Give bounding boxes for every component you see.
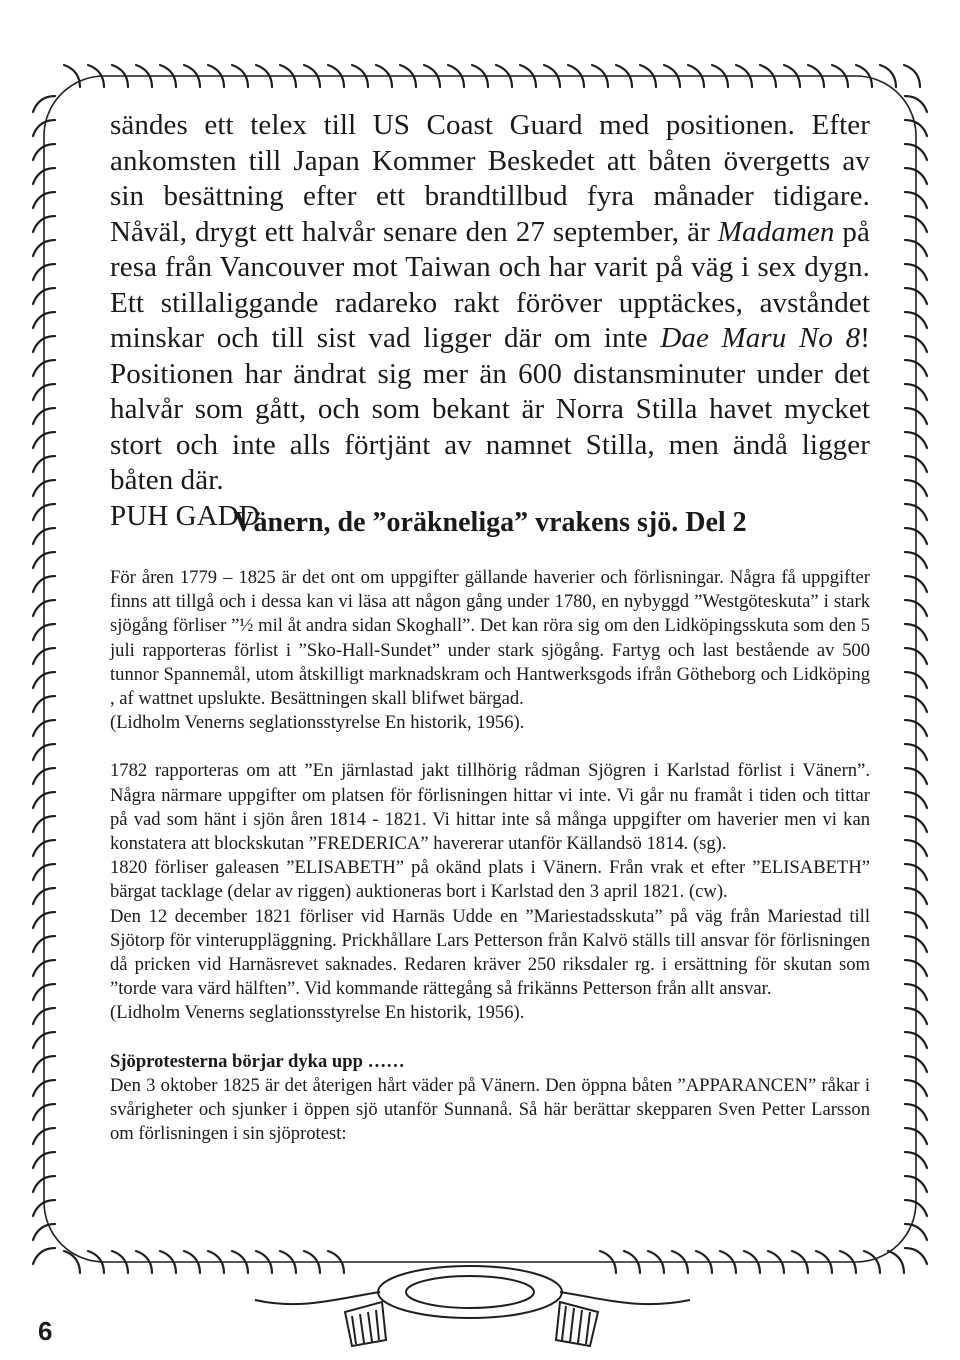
subheading-sjoprotester: Sjöprotesterna börjar dyka upp …… (110, 1050, 405, 1072)
rope-link-left (33, 96, 55, 112)
rope-link-top (64, 65, 80, 87)
paragraph-1825: Den 3 oktober 1825 är det återigen hårt väder på Vänern. Den öppna båten ”APPARANCEN” råkar i svårigheter och sjunker i öppen sjö utanför Sunnanå. Så här berättar skepparen Sven Petter Larsson om förlisningen i sin sjöprotest: (110, 1074, 870, 1145)
rope-link-right (905, 1248, 927, 1264)
ship-name: Madamen (717, 215, 835, 248)
rope-link-top (904, 65, 920, 87)
article-middle: på resa från Vancouver mot Taiwan och har varit på väg i sex dygn. Ett stillaliggande radareko rakt föröver upptäckes, avståndet minskar och till sist vad ligger där om inte (110, 215, 870, 354)
paragraph-1820: 1820 förliser galeasen ”ELISABETH” på okänd plats i Vänern. Från vrak et efter ”ELISABETH” bärgat tacklage (delar av riggen) auktioneras bort i Karlstad den 3 april 1821. (cw). (110, 857, 870, 903)
rope-tassel-right-icon (556, 1302, 598, 1346)
article-body (110, 108, 870, 499)
rope-link-left (33, 1248, 55, 1264)
paragraph-1782: 1782 rapporteras om att ”En järnlastad jakt tillhörig rådman Sjögren i Karlstad förlist i Vänern”. Några närmare uppgifter om platsen för förlisningen hittar vi inte. Vi går nu framåt i tiden och tittar på vad som hänt i sjön åren 1814 - 1821. Vi hittar inte så många uppgifter om haverier men vi kan konstatera att blockskutan ”FREDERICA” havererar utanför Källandsö 1814. (sg). (110, 760, 870, 855)
article-continuation (110, 108, 870, 534)
paragraph-1779-1825: För åren 1779 – 1825 är det ont om uppgifter gällande haverier och förlisningar. Några få uppgifter finns att tillgå och i dessa kan vi läsa att någon gång under 1780, en nybyggd ”Westgöteskuta” i stark sjögång förliser ”½ mil åt andra sidan Skoghall”. Det kan röra sig om den Lidköpingsskuta som den 5 juli rapporteras förlist i ”Sko-Hall-Sundet” under stark sjögång. Fartyg och last bestående av 500 tunnor Spannemål, utom åtskilligt marknadskram och Hantwerksgods ifrån Götheborg och Lidköping , af wattnet upslukte. Besättningen skall blifwet bärgad. (110, 567, 870, 710)
source-citation: (Lidholm Venerns seglationsstyrelse En historik, 1956). (110, 1002, 525, 1024)
article-tail: ! Positionen har ändrat sig mer än 600 distansminuter under det halvår som gått, och som bekant är Norra Stilla havet mycket stort och inte alls förtjänt av namnet Stilla, men ändå ligger båten där. (110, 322, 870, 496)
rope-link-bottom (888, 1251, 904, 1273)
source-citation: (Lidholm Venerns seglationsstyrelse En historik, 1956). (110, 712, 525, 734)
wreck-name: Dae Maru No 8 (660, 322, 861, 354)
article-lead: sändes ett telex till US Coast Guard med positionen. Efter ankomsten till Japan Kommer Beskedet att båten övergetts av sin besättning efter ett brandtillbud fyra månader tidigare. Nåväl, drygt ett halvår senare den 27 september, är (110, 109, 870, 248)
page-number: 6 (38, 1316, 53, 1346)
section-body (110, 566, 870, 1146)
section-heading: Vänern, de ”oräkneliga” vrakens sjö. Del 2 (233, 507, 747, 538)
rope-tassel-left-icon (345, 1302, 386, 1346)
paragraph-1821: Den 12 december 1821 förliser vid Harnäs Udde en ”Mariestadsskuta” på väg från Mariestad till Sjötorp för vinteruppläggning. Prickhållare Lars Petterson från Kalvö ställs till ansvar för förlisningen då pricken vid Harnäsrevet saknades. Redaren kräver 250 riksdaler rg. i ersättning för skutan som ”torde vara värd hälften”. Vid kommande rättegång så frikänns Petterson från allt ansvar. (110, 905, 870, 1000)
rope-link-bottom (864, 1251, 880, 1273)
rope-link-bottom (64, 1251, 80, 1273)
rope-link-right (905, 96, 927, 112)
rope-link-top (880, 65, 896, 87)
author-signature: PUH GADD. (110, 499, 268, 532)
